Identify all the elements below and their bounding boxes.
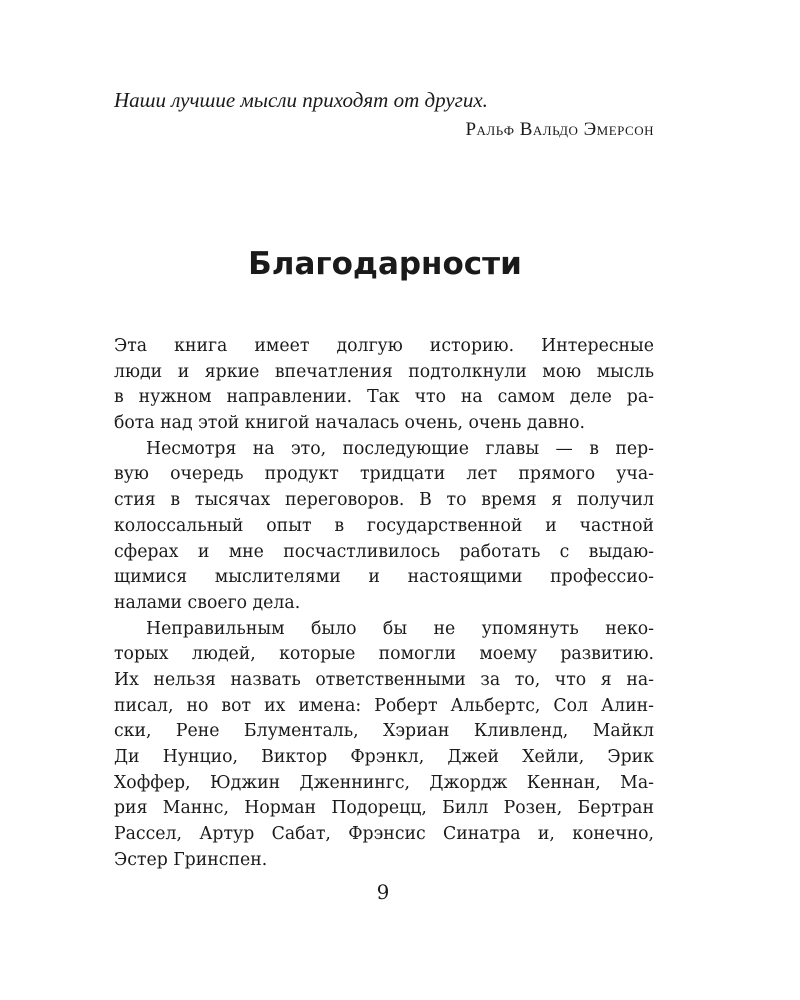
text-line: бота над этой книгой началась очень, очень давно. [114,413,586,434]
text-line: Эта книга имеет долгую историю. Интересные [114,336,654,356]
text-line: вую очередь продукт тридцати лет прямого уча- [114,464,654,485]
text-line: Несмотря на это, последующие главы — в пер- [146,438,654,459]
text-line: люди и яркие впечатления подтолкнули мою мысль [114,361,654,382]
text-line: в нужном направлении. Так что на самом деле ра- [114,387,654,408]
text-line: Хоффер, Юджин Дженнингс, Джордж Кеннан, Ма- [114,772,654,793]
text-line: налами своего дела. [114,592,301,613]
epigraph-author: Ральф Вальдо Эмерсон [465,119,654,140]
text-line: Неправильным было бы не упомянуть неко- [146,618,654,639]
text-line: щимися мыслителями и настоящими профессио- [114,567,654,588]
text-line: торых людей, которые помогли моему развитию. [114,644,654,665]
text-line: Рассел, Артур Сабат, Фрэнсис Синатра и, конечно, [114,824,654,845]
text-line: стия в тысячах переговоров. В то время я получил [114,490,654,511]
text-line: Ди Нунцио, Виктор Фрэнкл, Джей Хейли, Эрик [114,747,654,767]
chapter-title: Благодарности [248,246,522,282]
paragraph [114,437,654,617]
text-line: ски, Рене Блументаль, Хэриан Кливленд, Майкл [114,721,654,742]
epigraph-quote: Наши лучшие мысли приходят от других. [114,88,488,112]
paragraph [114,334,654,437]
text-line: колоссальный опыт в государственной и частной [114,515,654,536]
body-text [114,334,654,873]
paragraph [114,617,654,874]
text-line: рия Маннс, Норман Подорецц, Билл Розен, Бертран [114,798,654,819]
text-line: Их нельзя назвать ответственными за то, что я на- [114,669,654,690]
page-number: 9 [376,880,390,904]
text-line: писал, но вот их имена: Роберт Альбертс, Сол Алин- [114,695,654,716]
text-line: сферах и мне посчастливилось работать с выдаю- [114,541,654,562]
text-line: Эстер Гринспен. [114,849,268,870]
